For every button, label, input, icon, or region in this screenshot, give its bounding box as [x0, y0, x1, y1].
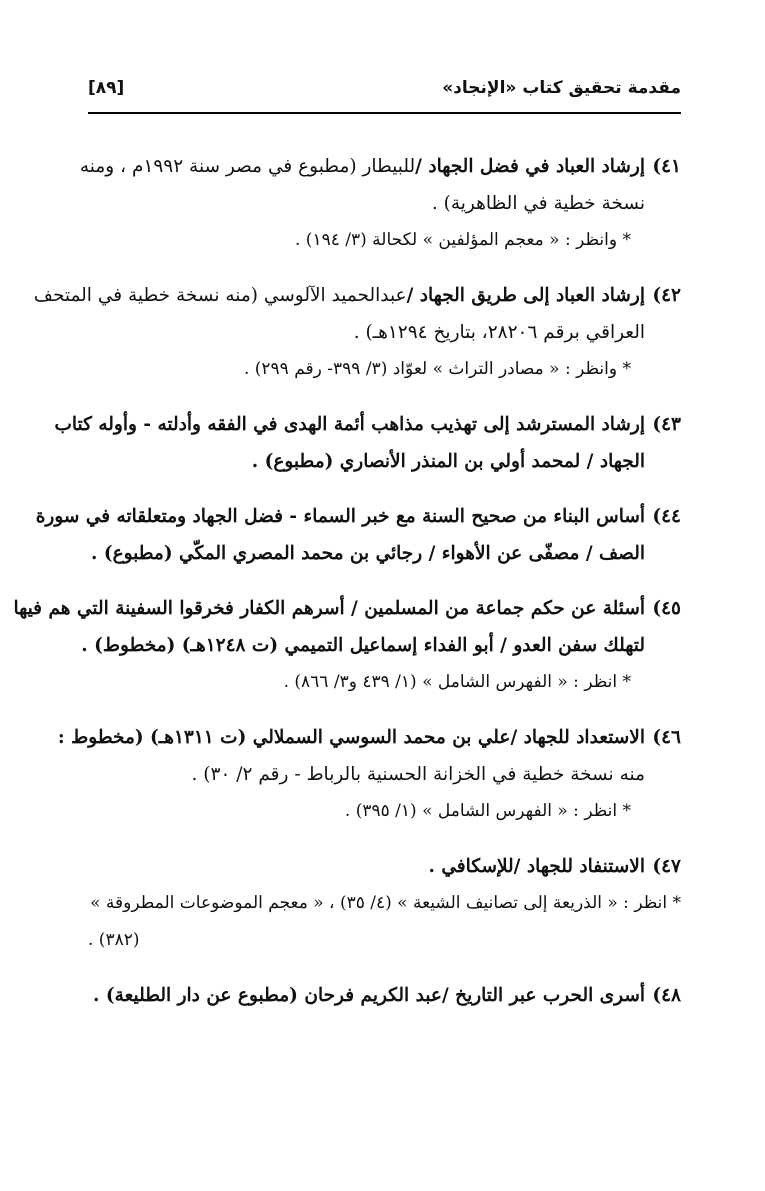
list-item: [88, 848, 681, 959]
running-title: مقدمة تحقيق كتاب «الإنجاد»: [442, 78, 681, 98]
list-item: [88, 977, 681, 1014]
entry-title: الاستنفاد للجهاد /: [513, 856, 645, 877]
entry-number: ٤٦): [652, 727, 681, 748]
entry-reference: * انظر : « الفهرس الشامل » (١/ ٣٩٥) .: [344, 801, 631, 821]
entry-title: أسئلة عن حكم جماعة من المسلمين / أسرهم الكفار فخرقوا السفينة التي هم فيها: [13, 598, 645, 619]
entry-title: إرشاد المسترشد إلى تهذيب مذاهب أئمة الهدى في الفقه وأدلته - وأوله كتاب: [54, 414, 645, 435]
entry-author: للإسكافي .: [428, 856, 514, 877]
entry-continuation: نسخة خطية في الظاهرية) .: [431, 193, 645, 214]
entry-number: ٤٢): [652, 285, 681, 306]
entry-continuation: العراقي برقم ٢٨٢٠٦، بتاريخ ١٢٩٤هـ) .: [353, 322, 645, 343]
header-divider: [88, 112, 681, 114]
entry-title: أسرى الحرب عبر التاريخ /: [441, 985, 645, 1006]
entry-author: علي بن محمد السوسي السملالي (ت ١٣١١هـ) (مخطوط :: [57, 727, 511, 748]
entry-continuation: الصف / مصفّى عن الأهواء / رجائي بن محمد المصري المكّي (مطبوع) .: [90, 543, 645, 564]
entry-author: عبدالحميد الآلوسي (منه نسخة خطية في المتحف: [33, 285, 407, 306]
page-header: [88, 70, 681, 106]
list-item: [54, 406, 681, 480]
entry-number: ٤٧): [652, 856, 681, 877]
entry-title: أساس البناء من صحيح السنة مع خبر السماء - فضل الجهاد ومتعلقاته في سورة: [35, 506, 645, 527]
entry-reference-continuation: (٣٨٢) .: [88, 930, 140, 950]
list-item: [57, 719, 681, 830]
list-item: [79, 148, 681, 259]
entry-title: إرشاد العباد إلى طريق الجهاد /: [406, 285, 645, 306]
list-item: [33, 277, 681, 388]
entry-author: للبيطار (مطبوع في مصر سنة ١٩٩٢م ، ومنه: [79, 156, 416, 177]
entry-reference: * انظر : « الذريعة إلى تصانيف الشيعة » (٤/ ٣٥) ، « معجم الموضوعات المطروقة »: [90, 893, 681, 913]
entry-author: عبد الكريم فرحان (مطبوع عن دار الطليعة) .: [93, 985, 442, 1006]
entry-continuation: الجهاد / لمحمد أولي بن المنذر الأنصاري (مطبوع) .: [251, 451, 645, 472]
entry-title: إرشاد العباد في فضل الجهاد /: [415, 156, 645, 177]
entry-title: الاستعداد للجهاد /: [510, 727, 645, 748]
entry-number: ٤٤): [652, 506, 681, 527]
bibliography-list: [13, 148, 681, 1032]
list-item: [35, 498, 681, 572]
entry-reference: * وانظر : « معجم المؤلفين » لكحالة (٣/ ١٩٤) .: [295, 230, 631, 250]
entry-reference: * انظر : « الفهرس الشامل » (١/ ٤٣٩ و٣/ ٨٦٦) .: [283, 672, 631, 692]
list-item: [13, 590, 681, 701]
entry-number: ٤١): [652, 156, 681, 177]
entry-continuation: منه نسخة خطية في الخزانة الحسنية بالرباط - رقم ٢/ ٣٠) .: [191, 764, 645, 785]
entry-continuation: لتهلك سفن العدو / أبو الفداء إسماعيل التميمي (ت ١٢٤٨هـ) (مخطوط) .: [81, 635, 645, 656]
entry-number: ٤٥): [652, 598, 681, 619]
page-number: [٨٩]: [88, 78, 125, 98]
entry-number: ٤٣): [652, 414, 681, 435]
entry-number: ٤٨): [652, 985, 681, 1006]
entry-reference: * وانظر : « مصادر التراث » لعوّاد (٣/ ٣٩٩- رقم ٢٩٩) .: [243, 359, 631, 379]
